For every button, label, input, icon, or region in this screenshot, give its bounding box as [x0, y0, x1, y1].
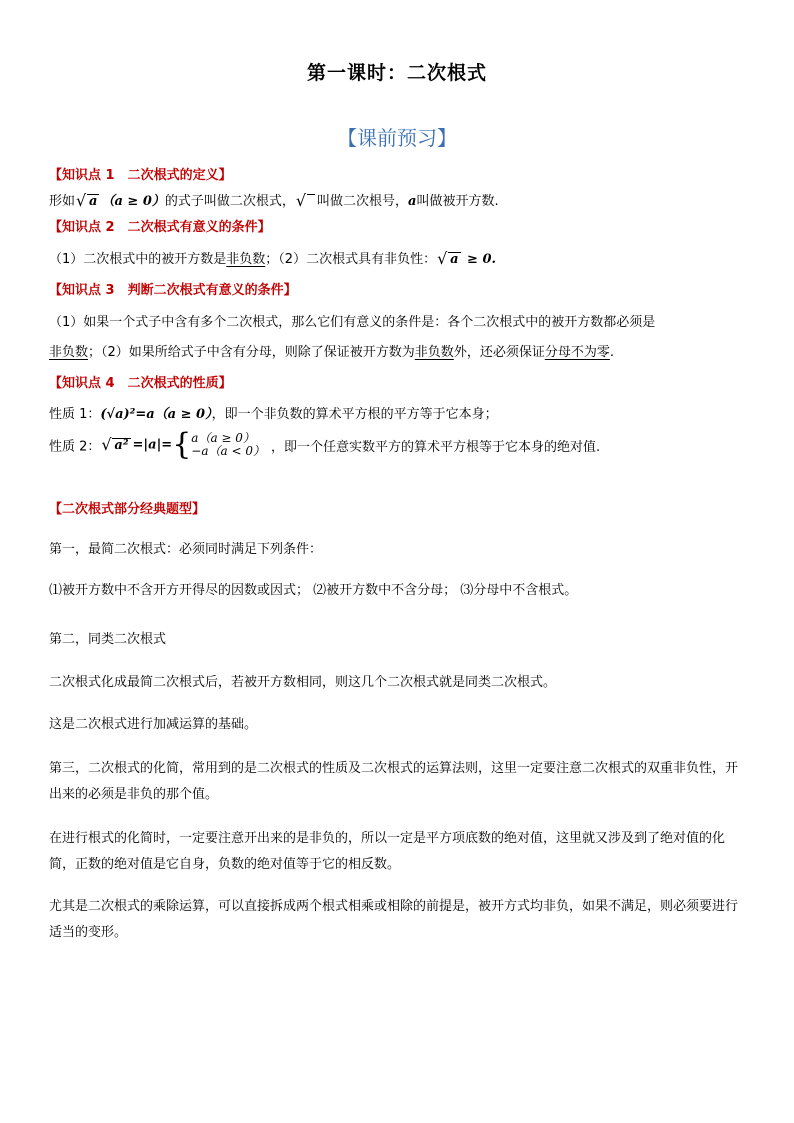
section-banner: 【课前预习】 — [337, 126, 457, 150]
sqrt-symbol — [77, 194, 99, 209]
kp2-text-2: ；（2）二次根式具有非负性： — [265, 252, 437, 267]
case-1: a（a ≥ 0） — [191, 431, 255, 445]
kp1-text-d: 叫做被开方数. — [416, 194, 499, 209]
kp1-condition: （a ≥ 0） — [101, 194, 165, 209]
classic-paragraph-1: 第一，最简二次根式：必须同时满足下列条件： — [49, 542, 323, 557]
kp2-text-3: ≥ 0. — [462, 252, 497, 267]
piecewise-cases — [191, 432, 265, 458]
kp3-line-1: （1）如果一个式子中含有多个二次根式，那么它们有意义的条件是：各个二次根式中的被开方数都必须是 — [49, 315, 656, 330]
kp3-text-b: 外，还必须保证 — [453, 345, 545, 360]
kp2-heading: 【知识点 2 二次根式有意义的条件】 — [49, 220, 271, 235]
classic-paragraph-4: 二次根式化成最简二次根式后，若被开方数相同，则这几个二次根式就是同类二次根式。 — [49, 675, 557, 690]
classic-paragraph-3: 第二，同类二次根式 — [49, 632, 167, 647]
kp1-text-a: 形如 — [49, 194, 76, 209]
radical-sign — [297, 194, 315, 209]
kp4-prop1 — [49, 403, 498, 422]
kp3-underline-2: 非负数 — [414, 345, 454, 360]
brace-symbol: { — [172, 427, 192, 462]
kp4-prop2 — [49, 427, 601, 462]
page-title: 第一课时：二次根式 — [306, 62, 487, 84]
kp3-text-c: . — [609, 345, 614, 360]
prop1-text: ，即一个非负数的算术平方根的平方等于它本身； — [211, 407, 498, 422]
kp2-text-1: （1）二次根式中的被开方数是 — [49, 252, 227, 267]
classic-paragraph-6: 第三，二次根式的化简，常用到的是二次根式的性质及二次根式的运算法则，这里一定要注意二次根式的双重非负性，开出来的必须是非负的那个值。 — [49, 761, 739, 802]
kp1-definition — [49, 190, 499, 209]
classic-paragraph-2: ⑴被开方数中不含开方开得尽的因数或因式； ⑵被开方数中不含分母； ⑶分母中不含根式。 — [49, 583, 578, 598]
prop2-expression: =|a|= — [132, 437, 173, 453]
kp1-a-var: a — [408, 194, 417, 209]
radicand: a — [450, 252, 459, 267]
classic-paragraph-8: 尤其是二次根式的乘除运算，可以直接拆成两个根式相乘或相除的前提是，被开方式均非负，如果不满足，则必须要进行适当的变形。 — [49, 899, 739, 940]
classic-heading: 【二次根式部分经典题型】 — [49, 502, 206, 517]
prop2-label: 性质 2： — [49, 439, 101, 455]
kp1-text-b: 的式子叫做二次根式， — [164, 194, 295, 209]
kp3-heading: 【知识点 3 判断二次根式有意义的条件】 — [49, 283, 297, 298]
classic-paragraph-5: 这是二次根式进行加减运算的基础。 — [49, 717, 258, 732]
prop2-text: ，即一个任意实数平方的算术平方根等于它本身的绝对值. — [270, 439, 601, 455]
case-2: −a（a < 0） — [191, 444, 265, 458]
prop1-expression: (√a)²=a（a ≥ 0） — [100, 407, 212, 422]
kp1-text-c: 叫做二次根号， — [317, 194, 409, 209]
sqrt-symbol: √ a² — [102, 438, 130, 453]
kp2-line — [49, 248, 496, 267]
kp3-underline-3: 分母不为零 — [544, 345, 610, 360]
prop1-label: 性质 1： — [49, 407, 101, 422]
kp3-underline-1: 非负数 — [49, 345, 89, 360]
radicand: a — [89, 194, 98, 209]
kp1-heading: 【知识点 1 二次根式的定义】 — [49, 168, 232, 183]
classic-paragraph-7: 在进行根式的化简时，一定要注意开出来的是非负的，所以一定是平方项底数的绝对值，这里就又涉及到了绝对值的化简，正数的绝对值是它自身，负数的绝对值等于它的相反数。 — [49, 831, 726, 872]
kp3-text-a: ；（2）如果所给式子中含有分母，则除了保证被开方数为 — [88, 345, 415, 360]
kp4-heading: 【知识点 4 二次根式的性质】 — [49, 376, 232, 391]
sqrt-symbol — [438, 252, 460, 267]
kp2-underline: 非负数 — [226, 252, 266, 267]
kp3-line-2 — [49, 341, 614, 360]
